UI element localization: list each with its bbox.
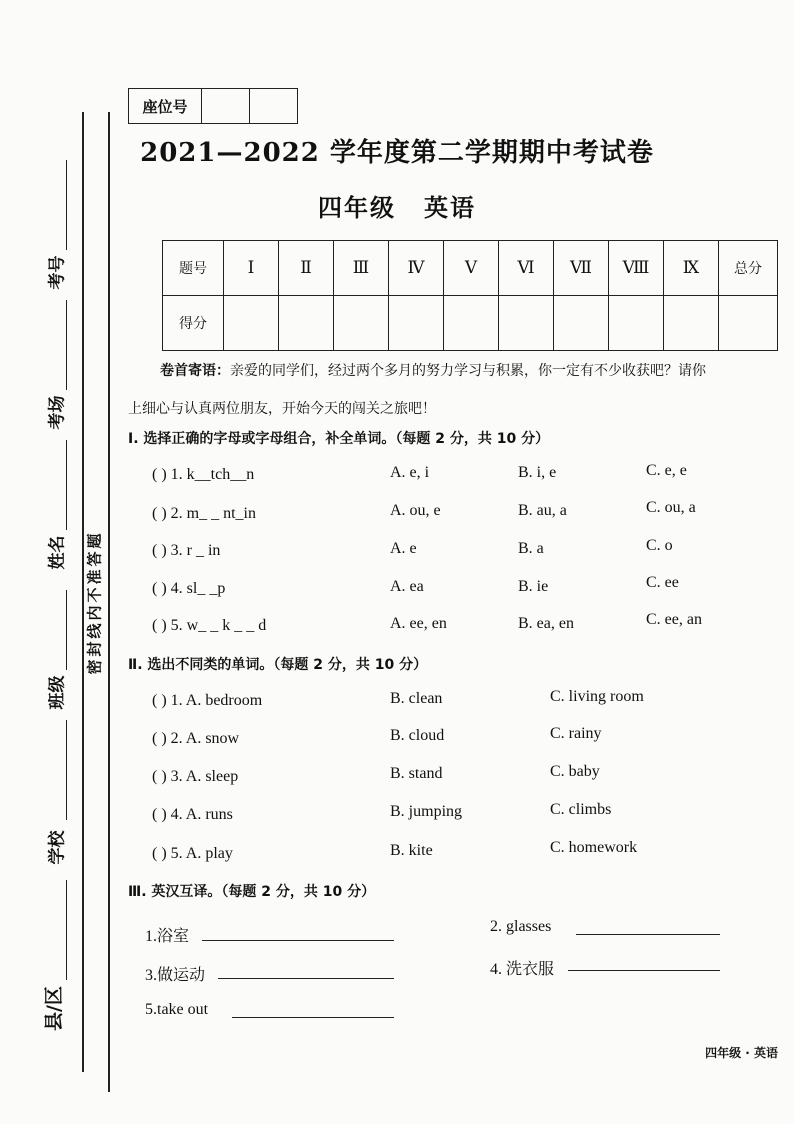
- section-number: Ⅳ: [389, 241, 444, 296]
- exam-number-label: 考号: [47, 255, 68, 290]
- score-cell[interactable]: [279, 296, 334, 351]
- question-stem[interactable]: ( ) 5. w_ _ k _ _ d: [152, 617, 267, 634]
- translation-prompt: 4. 洗衣服: [490, 961, 555, 978]
- name-blank[interactable]: [66, 440, 67, 530]
- option-a: A. ea: [390, 578, 424, 595]
- subject-label: 英语: [424, 193, 476, 222]
- option-c: C. o: [646, 537, 673, 554]
- question-number-header: 题号: [163, 241, 224, 296]
- exam-room-blank[interactable]: [66, 300, 67, 390]
- school-blank[interactable]: [66, 720, 67, 820]
- option-a: A. e, i: [390, 464, 430, 481]
- exam-subtitle: [0, 188, 794, 223]
- seat-number-cell[interactable]: [250, 89, 298, 124]
- grade-label: 四年级: [318, 193, 396, 222]
- option-c: C. ee: [646, 574, 679, 591]
- seat-number-cell[interactable]: [202, 89, 250, 124]
- section-number: Ⅴ: [444, 241, 499, 296]
- section-2-heading: Ⅱ. 选出不同类的单词。（每题 2 分，共 10 分）: [128, 657, 428, 673]
- class-blank[interactable]: [66, 590, 67, 670]
- option-c: C. living room: [550, 688, 644, 705]
- score-cell[interactable]: [389, 296, 444, 351]
- option-b: B. ea, en: [518, 615, 574, 632]
- option-b: B. cloud: [390, 727, 445, 744]
- seal-line-notice: 密封线内不准答题: [85, 530, 104, 675]
- option-a: A. e: [390, 540, 417, 557]
- question-stem[interactable]: ( ) 1. A. bedroom: [152, 692, 263, 709]
- answer-line[interactable]: [202, 940, 394, 941]
- section-number: Ⅶ: [554, 241, 609, 296]
- score-cell[interactable]: [554, 296, 609, 351]
- option-c: C. ou, a: [646, 499, 696, 516]
- section-number: Ⅵ: [499, 241, 554, 296]
- option-b: B. ie: [518, 578, 549, 595]
- class-label: 班级: [47, 675, 68, 710]
- section-number: Ⅷ: [609, 241, 664, 296]
- county-label: 县/区: [42, 986, 65, 1031]
- score-cell[interactable]: [224, 296, 279, 351]
- county-blank[interactable]: [66, 880, 67, 980]
- section-number: Ⅲ: [334, 241, 389, 296]
- school-label: 学校: [47, 830, 68, 865]
- section-1-heading: Ⅰ. 选择正确的字母或字母组合，补全单词。（每题 2 分，共 10 分）: [128, 431, 550, 447]
- name-label: 姓名: [47, 535, 68, 570]
- intro-line-1: [160, 360, 706, 380]
- question-number-row: [163, 241, 778, 296]
- score-cell[interactable]: [609, 296, 664, 351]
- option-b: B. i, e: [518, 464, 557, 481]
- option-c: C. baby: [550, 763, 600, 780]
- seat-number-box: [128, 88, 298, 124]
- score-cell[interactable]: [444, 296, 499, 351]
- translation-prompt: 2. glasses: [490, 918, 552, 935]
- question-stem[interactable]: ( ) 4. A. runs: [152, 806, 233, 823]
- score-table: [162, 240, 778, 351]
- question-stem[interactable]: ( ) 2. A. snow: [152, 730, 240, 747]
- question-stem[interactable]: ( ) 1. k__tch__n: [152, 466, 255, 483]
- seat-number-label: 座位号: [129, 89, 202, 124]
- total-score-cell[interactable]: [719, 296, 778, 351]
- answer-line[interactable]: [232, 1017, 394, 1018]
- translation-prompt: 3.做运动: [145, 967, 206, 984]
- score-row: [163, 296, 778, 351]
- translation-prompt: 5.take out: [145, 1001, 209, 1018]
- option-c: C. ee, an: [646, 611, 702, 628]
- section-number: Ⅰ: [224, 241, 279, 296]
- option-b: B. jumping: [390, 803, 463, 820]
- intro-text-1: 亲爱的同学们，经过两个多月的努力学习与积累，你一定有不少收获吧？请你: [230, 363, 706, 379]
- option-b: B. clean: [390, 690, 443, 707]
- score-header: 得分: [163, 296, 224, 351]
- option-c: C. e, e: [646, 462, 687, 479]
- option-b: B. a: [518, 540, 544, 557]
- score-cell[interactable]: [499, 296, 554, 351]
- translation-prompt: 1.浴室: [145, 928, 190, 945]
- question-stem[interactable]: ( ) 5. A. play: [152, 845, 233, 862]
- option-b: B. stand: [390, 765, 443, 782]
- exam-title: 2021—2022 学年度第二学期期中考试卷: [140, 138, 654, 168]
- question-stem[interactable]: ( ) 3. r _ in: [152, 542, 221, 559]
- answer-line[interactable]: [218, 978, 394, 979]
- option-c: C. rainy: [550, 725, 602, 742]
- binding-line-inner: [108, 112, 110, 1092]
- section-number: Ⅱ: [279, 241, 334, 296]
- total-header: 总分: [719, 241, 778, 296]
- option-a: A. ee, en: [390, 615, 447, 632]
- answer-line[interactable]: [576, 934, 720, 935]
- question-stem[interactable]: ( ) 3. A. sleep: [152, 768, 239, 785]
- page-footer: 四年级 · 英语: [705, 1046, 778, 1060]
- answer-line[interactable]: [568, 970, 720, 971]
- intro-label: 卷首寄语：: [160, 363, 230, 379]
- intro-line-2: 上细心与认真两位朋友，开始今天的闯关之旅吧！: [128, 401, 436, 417]
- option-a: A. ou, e: [390, 502, 441, 519]
- exam-room-label: 考场: [47, 395, 68, 430]
- option-b: B. au, a: [518, 502, 567, 519]
- option-c: C. climbs: [550, 801, 612, 818]
- option-b: B. kite: [390, 842, 433, 859]
- question-stem[interactable]: ( ) 4. sl_ _p: [152, 580, 226, 597]
- question-stem[interactable]: ( ) 2. m_ _ nt_in: [152, 505, 256, 522]
- section-number: Ⅸ: [664, 241, 719, 296]
- score-cell[interactable]: [664, 296, 719, 351]
- section-3-heading: Ⅲ. 英汉互译。（每题 2 分，共 10 分）: [128, 884, 376, 900]
- score-cell[interactable]: [334, 296, 389, 351]
- option-c: C. homework: [550, 839, 638, 856]
